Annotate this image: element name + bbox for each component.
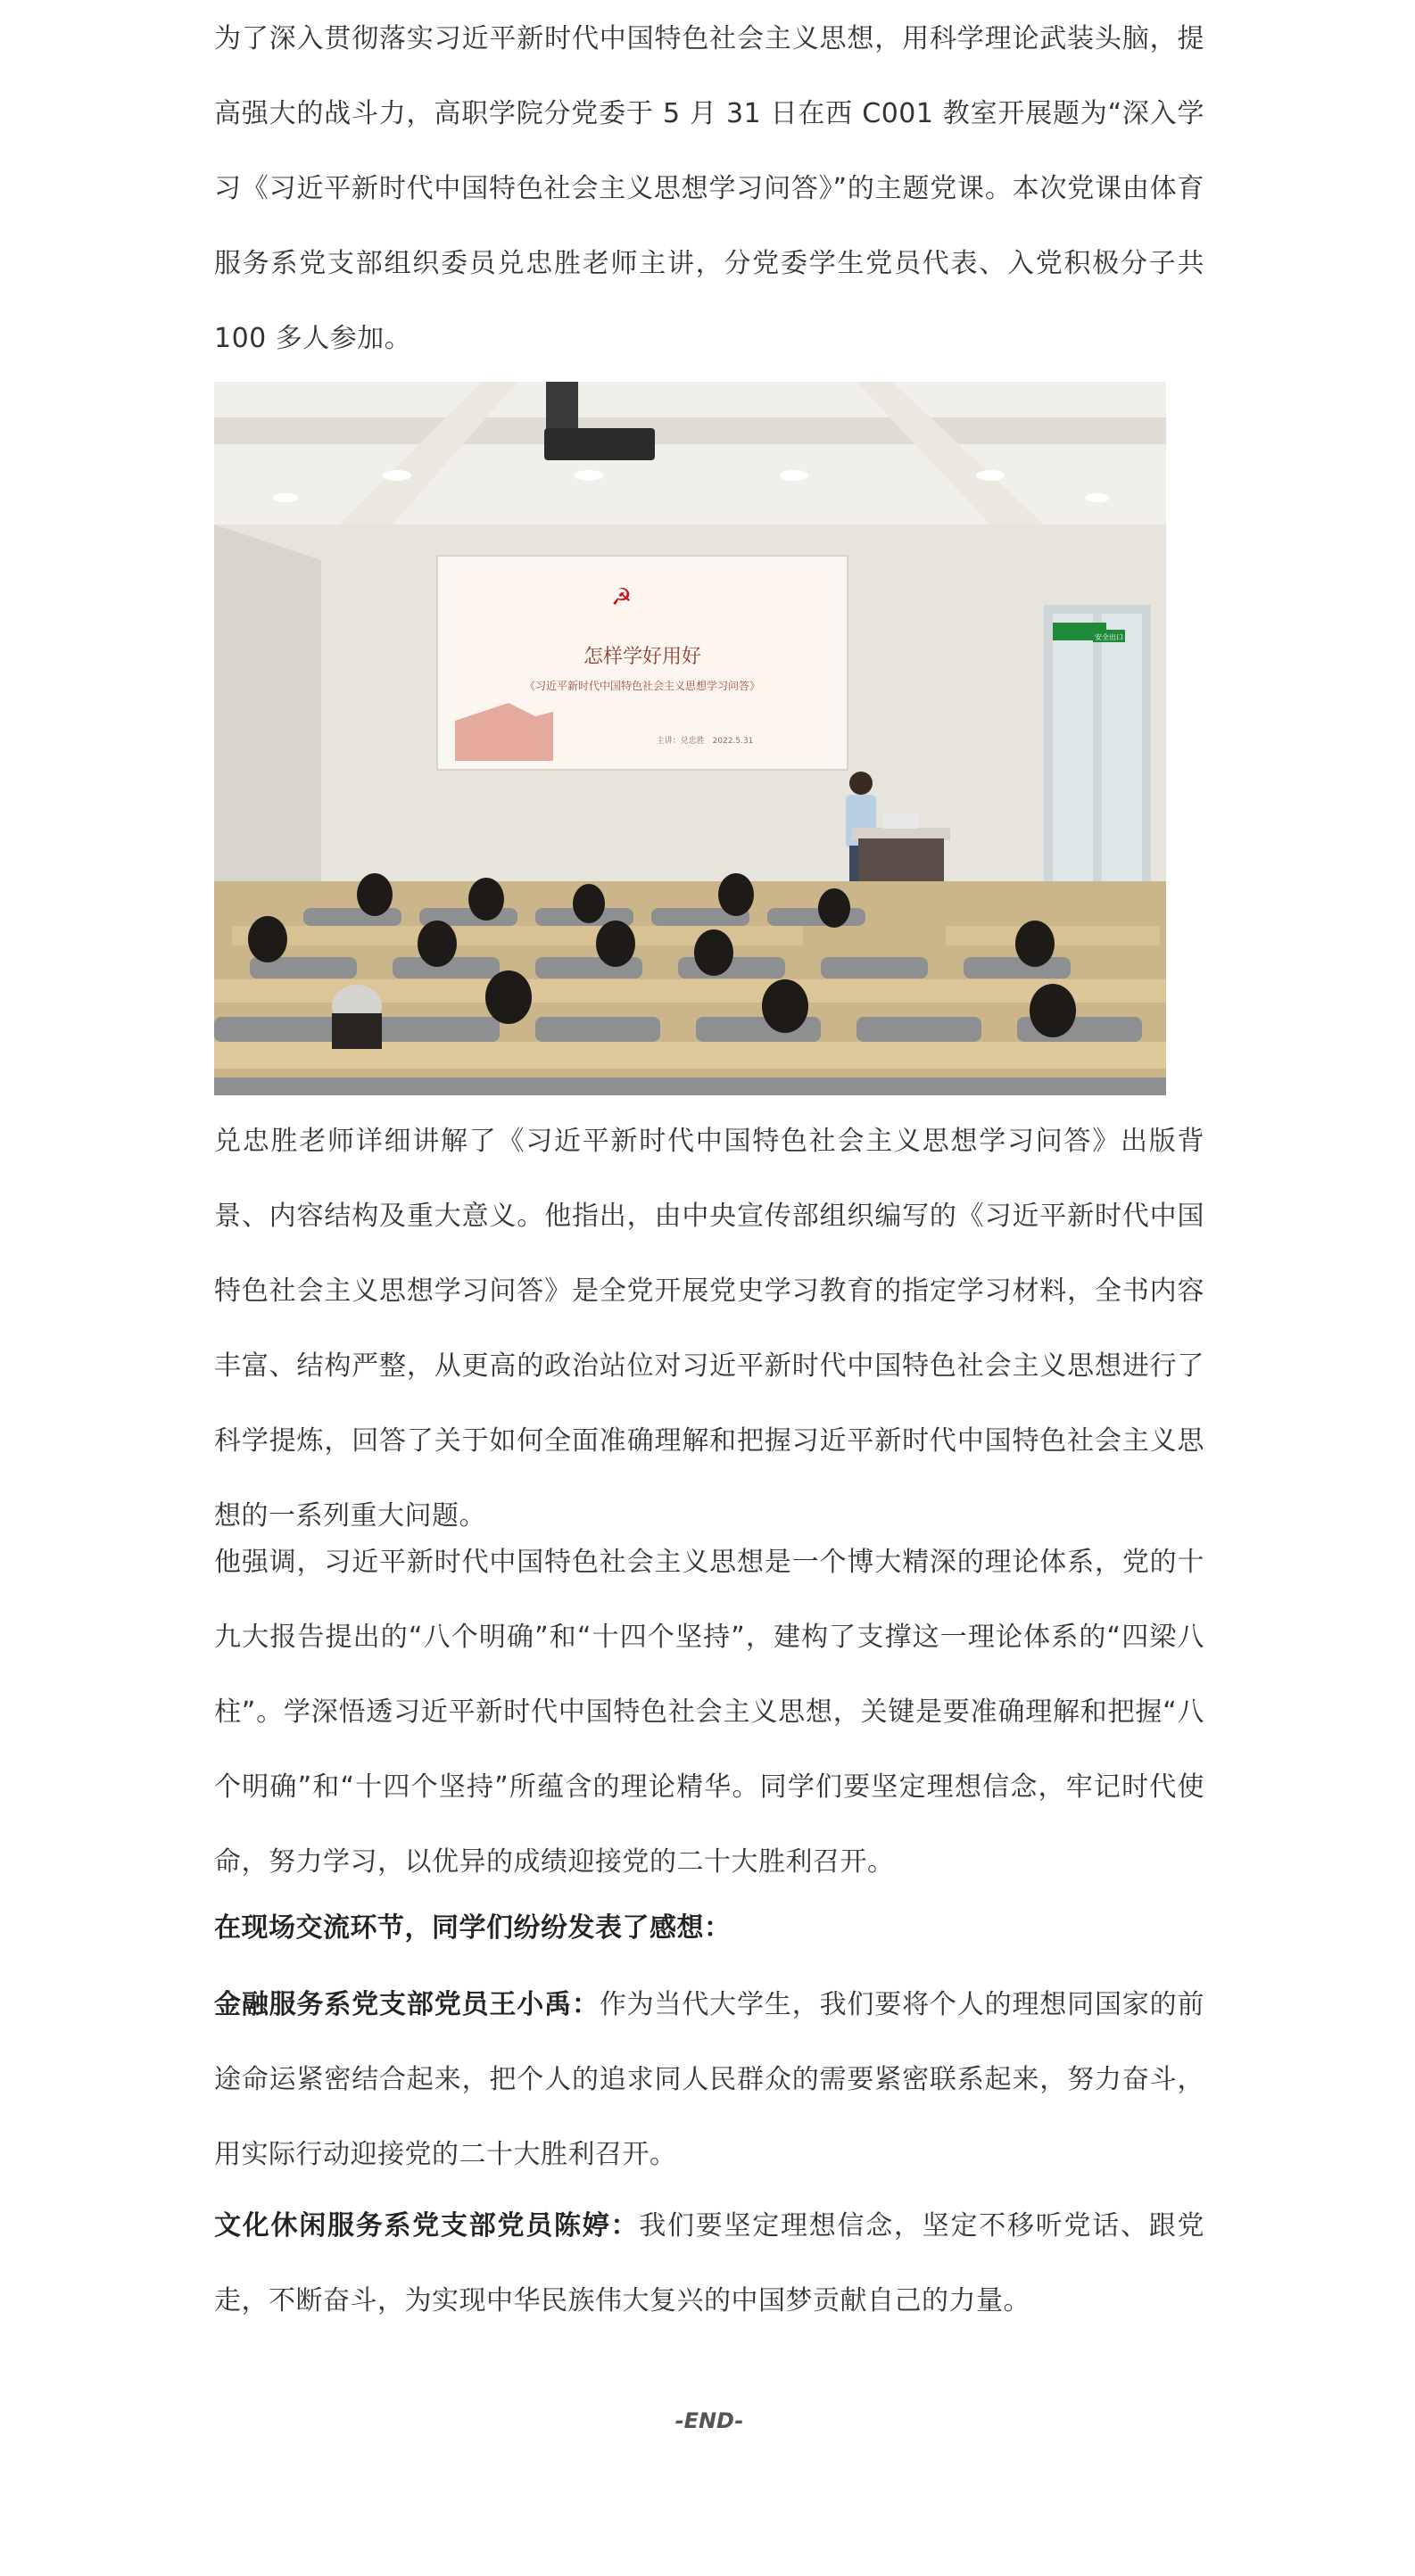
speaker1-name: 金融服务系党支部党员王小禹：	[214, 1989, 600, 2020]
speaker2-paragraph	[214, 2189, 1204, 2339]
svg-text:☭: ☭	[611, 584, 633, 611]
lecture-photo	[214, 382, 1166, 1095]
speaker1-text: 作为当代大学生，我们要将个人的理想同国家的前途命运紧密结合起来，把个人的追求同人民群众的需要紧密联系起来，努力奋斗，用实际行动迎接党的二十大胜利召开。	[214, 1989, 1205, 2170]
lecture-summary-paragraph: 兑忠胜老师详细讲解了《习近平新时代中国特色社会主义思想学习问答》出版背景、内容结构及重大意义。他指出，由中央宣传部组织编写的《习近平新时代中国特色社会主义思想学习问答》是全党开展党史学习教育的指定学习材料，全书内容丰富、结构严整，从更高的政治站位对习近平新时代中国特色社会主义思想进行了科学提炼，回答了关于如何全面准确理解和把握习近平新时代中国特色社会主义思想的一系列重大问题。	[214, 1126, 1204, 1532]
speaker1-paragraph	[214, 1968, 1204, 2192]
slide-footer: 主讲：兑忠胜 2022.5.31	[656, 737, 754, 746]
speaker2-name: 文化休闲服务系党支部党员陈婷：	[214, 2210, 640, 2242]
section-heading-text: 在现场交流环节，同学们纷纷发表了感想：	[214, 1912, 732, 1944]
section-heading	[214, 1891, 1204, 1966]
end-mark: -END-	[674, 2408, 744, 2433]
slide-title: 怎样学好用好	[583, 646, 702, 668]
slide-subtitle: 《习近平新时代中国特色社会主义思想学习问答》	[524, 680, 761, 692]
exit-sign: 安全出口	[1095, 633, 1123, 641]
speaker2-text: 我们要坚定理想信念，坚定不移听党话、跟党走，不断奋斗，为实现中华民族伟大复兴的中国梦贡献自己的力量。	[214, 2210, 1204, 2316]
intro-paragraph: 为了深入贯彻落实习近平新时代中国特色社会主义思想，用科学理论武装头脑，提高强大的战斗力，高职学院分党委于 5 月 31 日在西 C001 教室开展题为“深入学习《习近平新时代中国特色社会主义思想学习问答》”的主题党课。本次党课由体育服务系党支部组织委员兑忠胜老师主讲，分党委学生党员代表、入党积极分子共 100 多人参加。	[214, 23, 1204, 354]
emphasis-paragraph: 他强调，习近平新时代中国特色社会主义思想是一个博大精深的理论体系，党的十九大报告提出的“八个明确”和“十四个坚持”，建构了支撑这一理论体系的“四梁八柱”。学深悟透习近平新时代中国特色社会主义思想，关键是要准确理解和把握“八个明确”和“十四个坚持”所蕴含的理论精华。同学们要坚定理想信念，牢记时代使命，努力学习，以优异的成绩迎接党的二十大胜利召开。	[214, 1547, 1204, 1878]
